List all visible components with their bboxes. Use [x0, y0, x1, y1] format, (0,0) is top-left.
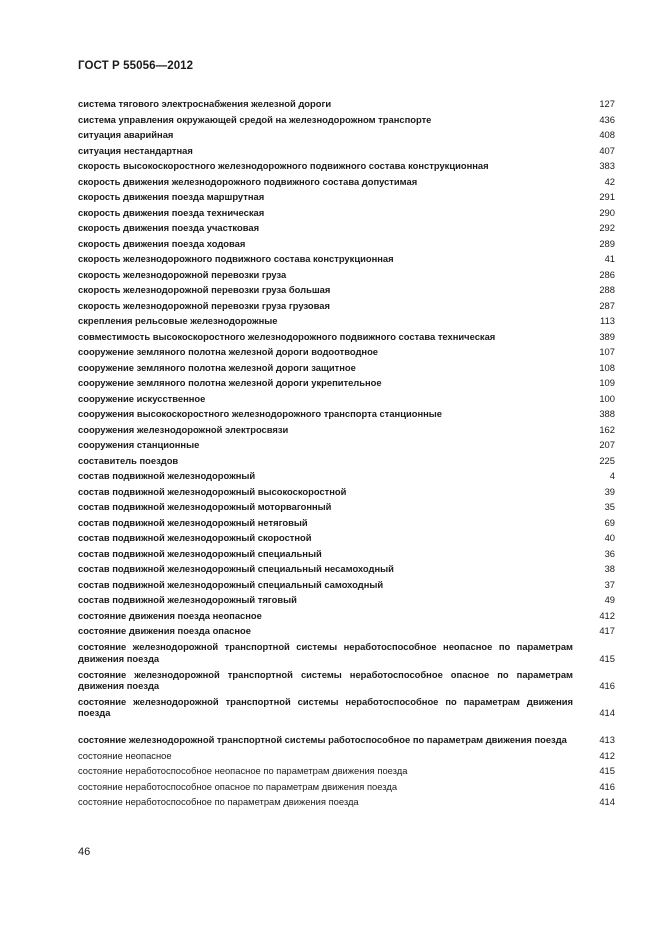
index-page-number: 291	[599, 191, 615, 203]
index-term: скорость железнодорожной перевозки груза грузовая	[78, 299, 330, 311]
index-page-number: 413	[599, 734, 615, 746]
index-entry	[78, 779, 615, 795]
index-term: совместимость высокоскоростного железнодорожного подвижного состава техническая	[78, 330, 496, 342]
index-entry	[78, 499, 615, 515]
index-entry	[78, 561, 615, 577]
index-entry	[78, 666, 615, 693]
index-entry	[78, 608, 615, 624]
index-page-number: 292	[599, 222, 615, 234]
index-entry	[78, 453, 615, 469]
index-term: сооружение земляного полотна железной дороги укрепительное	[78, 377, 382, 389]
index-page-number: 414	[599, 707, 615, 719]
index-entry	[78, 693, 615, 720]
index-entry	[78, 530, 615, 546]
index-page-number: 289	[599, 237, 615, 249]
index-page-number: 383	[599, 160, 615, 172]
index-term: состояние неработоспособное неопасное по параметрам движения поезда	[78, 765, 408, 777]
index-entry	[78, 720, 615, 747]
index-entry	[78, 112, 615, 128]
index-entry	[78, 375, 615, 391]
index-page-number: 109	[599, 377, 615, 389]
index-page-number: 35	[604, 501, 615, 513]
index-term: состояние движения поезда неопасное	[78, 609, 262, 621]
index-entry	[78, 406, 615, 422]
index-term: состояние железнодорожной транспортной системы неработоспособное по параметрам движения поезда	[78, 695, 573, 719]
index-page-number: 127	[599, 98, 615, 110]
index-page-number: 40	[604, 532, 615, 544]
index-entry	[78, 437, 615, 453]
index-term: сооружения железнодорожной электросвязи	[78, 423, 289, 435]
index-term: ситуация нестандартная	[78, 144, 193, 156]
index-term: скорость высокоскоростного железнодорожного подвижного состава конструкционная	[78, 160, 489, 172]
index-page-number: 39	[604, 485, 615, 497]
index-page-number: 69	[604, 516, 615, 528]
index-term: сооружения станционные	[78, 439, 200, 451]
index-term: скорость железнодорожной перевозки груза	[78, 268, 287, 280]
index-term: состав подвижной железнодорожный тяговый	[78, 594, 297, 606]
index-page-number: 108	[599, 361, 615, 373]
index-entry	[78, 267, 615, 283]
index-page-number: 416	[599, 679, 615, 691]
index-entry	[78, 468, 615, 484]
index-term: скорость движения поезда ходовая	[78, 237, 246, 249]
index-term: состав подвижной железнодорожный	[78, 470, 256, 482]
index-entry	[78, 344, 615, 360]
index-page-number: 412	[599, 609, 615, 621]
index-term: сооружения высокоскоростного железнодорожного транспорта станционные	[78, 408, 443, 420]
index-term: состояние неработоспособное опасное по параметрам движения поезда	[78, 780, 398, 792]
index-term: скорость движения поезда техническая	[78, 206, 265, 218]
index-page-number: 414	[599, 796, 615, 808]
index-page-number: 36	[604, 547, 615, 559]
index-entry	[78, 515, 615, 531]
index-page-number: 107	[599, 346, 615, 358]
index-term: составитель поездов	[78, 454, 179, 466]
index-page-number: 417	[599, 625, 615, 637]
index-page-number: 290	[599, 206, 615, 218]
index-page-number: 288	[599, 284, 615, 296]
index-term: состояние неопасное	[78, 749, 172, 761]
index-term: сооружение земляного полотна железной дороги водоотводное	[78, 346, 379, 358]
index-entry	[78, 763, 615, 779]
index-term: скорость движения поезда маршрутная	[78, 191, 265, 203]
index-entry	[78, 577, 615, 593]
index-term: состав подвижной железнодорожный высокоскоростной	[78, 485, 347, 497]
index-term: состав подвижной железнодорожный специальный	[78, 547, 322, 559]
index-term: система управления окружающей средой на железнодорожном транспорте	[78, 113, 432, 125]
index-entry	[78, 313, 615, 329]
index-entry	[78, 158, 615, 174]
index-term: состав подвижной железнодорожный специальный самоходный	[78, 578, 384, 590]
index-page-number: 286	[599, 268, 615, 280]
index-entry	[78, 639, 615, 666]
index-entry	[78, 794, 615, 810]
index-entry	[78, 205, 615, 221]
index-term: сооружение искусственное	[78, 392, 206, 404]
index-page-number: 49	[604, 594, 615, 606]
index-page-number: 389	[599, 330, 615, 342]
index-entry	[78, 748, 615, 764]
index-page-number: 38	[604, 563, 615, 575]
index-page-number: 41	[604, 253, 615, 265]
index-term: состояние железнодорожной транспортной системы неработоспособное неопасное по параметрам движения поезда	[78, 641, 573, 664]
index-entry	[78, 391, 615, 407]
index-term: скорость движения железнодорожного подвижного состава допустимая	[78, 175, 418, 187]
index-entry	[78, 220, 615, 236]
index-term: скорость железнодорожного подвижного состава конструкционная	[78, 253, 394, 265]
index-list	[78, 96, 615, 810]
index-page-number: 407	[599, 144, 615, 156]
index-term: состояние движения поезда опасное	[78, 625, 251, 637]
index-entry	[78, 251, 615, 267]
index-page-number: 225	[599, 454, 615, 466]
index-term: скорость движения поезда участковая	[78, 222, 260, 234]
index-term: состав подвижной железнодорожный моторвагонный	[78, 501, 332, 513]
index-entry	[78, 329, 615, 345]
index-entry	[78, 422, 615, 438]
index-term: скрепления рельсовые железнодорожные	[78, 315, 278, 327]
index-entry	[78, 282, 615, 298]
index-page-number: 415	[599, 765, 615, 777]
index-page-number: 412	[599, 749, 615, 761]
index-entry	[78, 298, 615, 314]
index-page-number: 42	[604, 175, 615, 187]
index-term: скорость железнодорожной перевозки груза большая	[78, 284, 331, 296]
index-term: ситуация аварийная	[78, 129, 174, 141]
index-page-number: 287	[599, 299, 615, 311]
index-page-number: 388	[599, 408, 615, 420]
index-page-number: 4	[609, 470, 615, 482]
index-page-number: 408	[599, 129, 615, 141]
index-term: состояние железнодорожной транспортной системы неработоспособное опасное по параметрам движения поезда	[78, 668, 573, 691]
document-header: ГОСТ Р 55056—2012	[78, 60, 194, 72]
index-entry	[78, 174, 615, 190]
index-entry	[78, 127, 615, 143]
index-term: состав подвижной железнодорожный специальный несамоходный	[78, 563, 394, 575]
index-entry	[78, 592, 615, 608]
index-entry	[78, 189, 615, 205]
index-entry	[78, 236, 615, 252]
page-number: 46	[78, 846, 91, 858]
index-entry	[78, 360, 615, 376]
index-entry	[78, 546, 615, 562]
index-term: состояние неработоспособное по параметрам движения поезда	[78, 796, 359, 808]
index-page-number: 415	[599, 652, 615, 664]
index-page-number: 162	[599, 423, 615, 435]
index-term: сооружение земляного полотна железной дороги защитное	[78, 361, 356, 373]
index-entry	[78, 96, 615, 112]
index-page-number: 207	[599, 439, 615, 451]
index-page-number: 416	[599, 780, 615, 792]
index-entry	[78, 623, 615, 639]
index-term: система тягового электроснабжения железной дороги	[78, 98, 332, 110]
index-page-number: 100	[599, 392, 615, 404]
index-page-number: 436	[599, 113, 615, 125]
index-term: состояние железнодорожной транспортной системы работоспособное по параметрам движения поезда	[78, 734, 567, 746]
index-page-number: 113	[600, 315, 615, 327]
index-entry	[78, 484, 615, 500]
index-term: состав подвижной железнодорожный нетяговый	[78, 516, 308, 528]
index-entry	[78, 143, 615, 159]
index-term: состав подвижной железнодорожный скоростной	[78, 532, 312, 544]
index-page-number: 37	[604, 578, 615, 590]
